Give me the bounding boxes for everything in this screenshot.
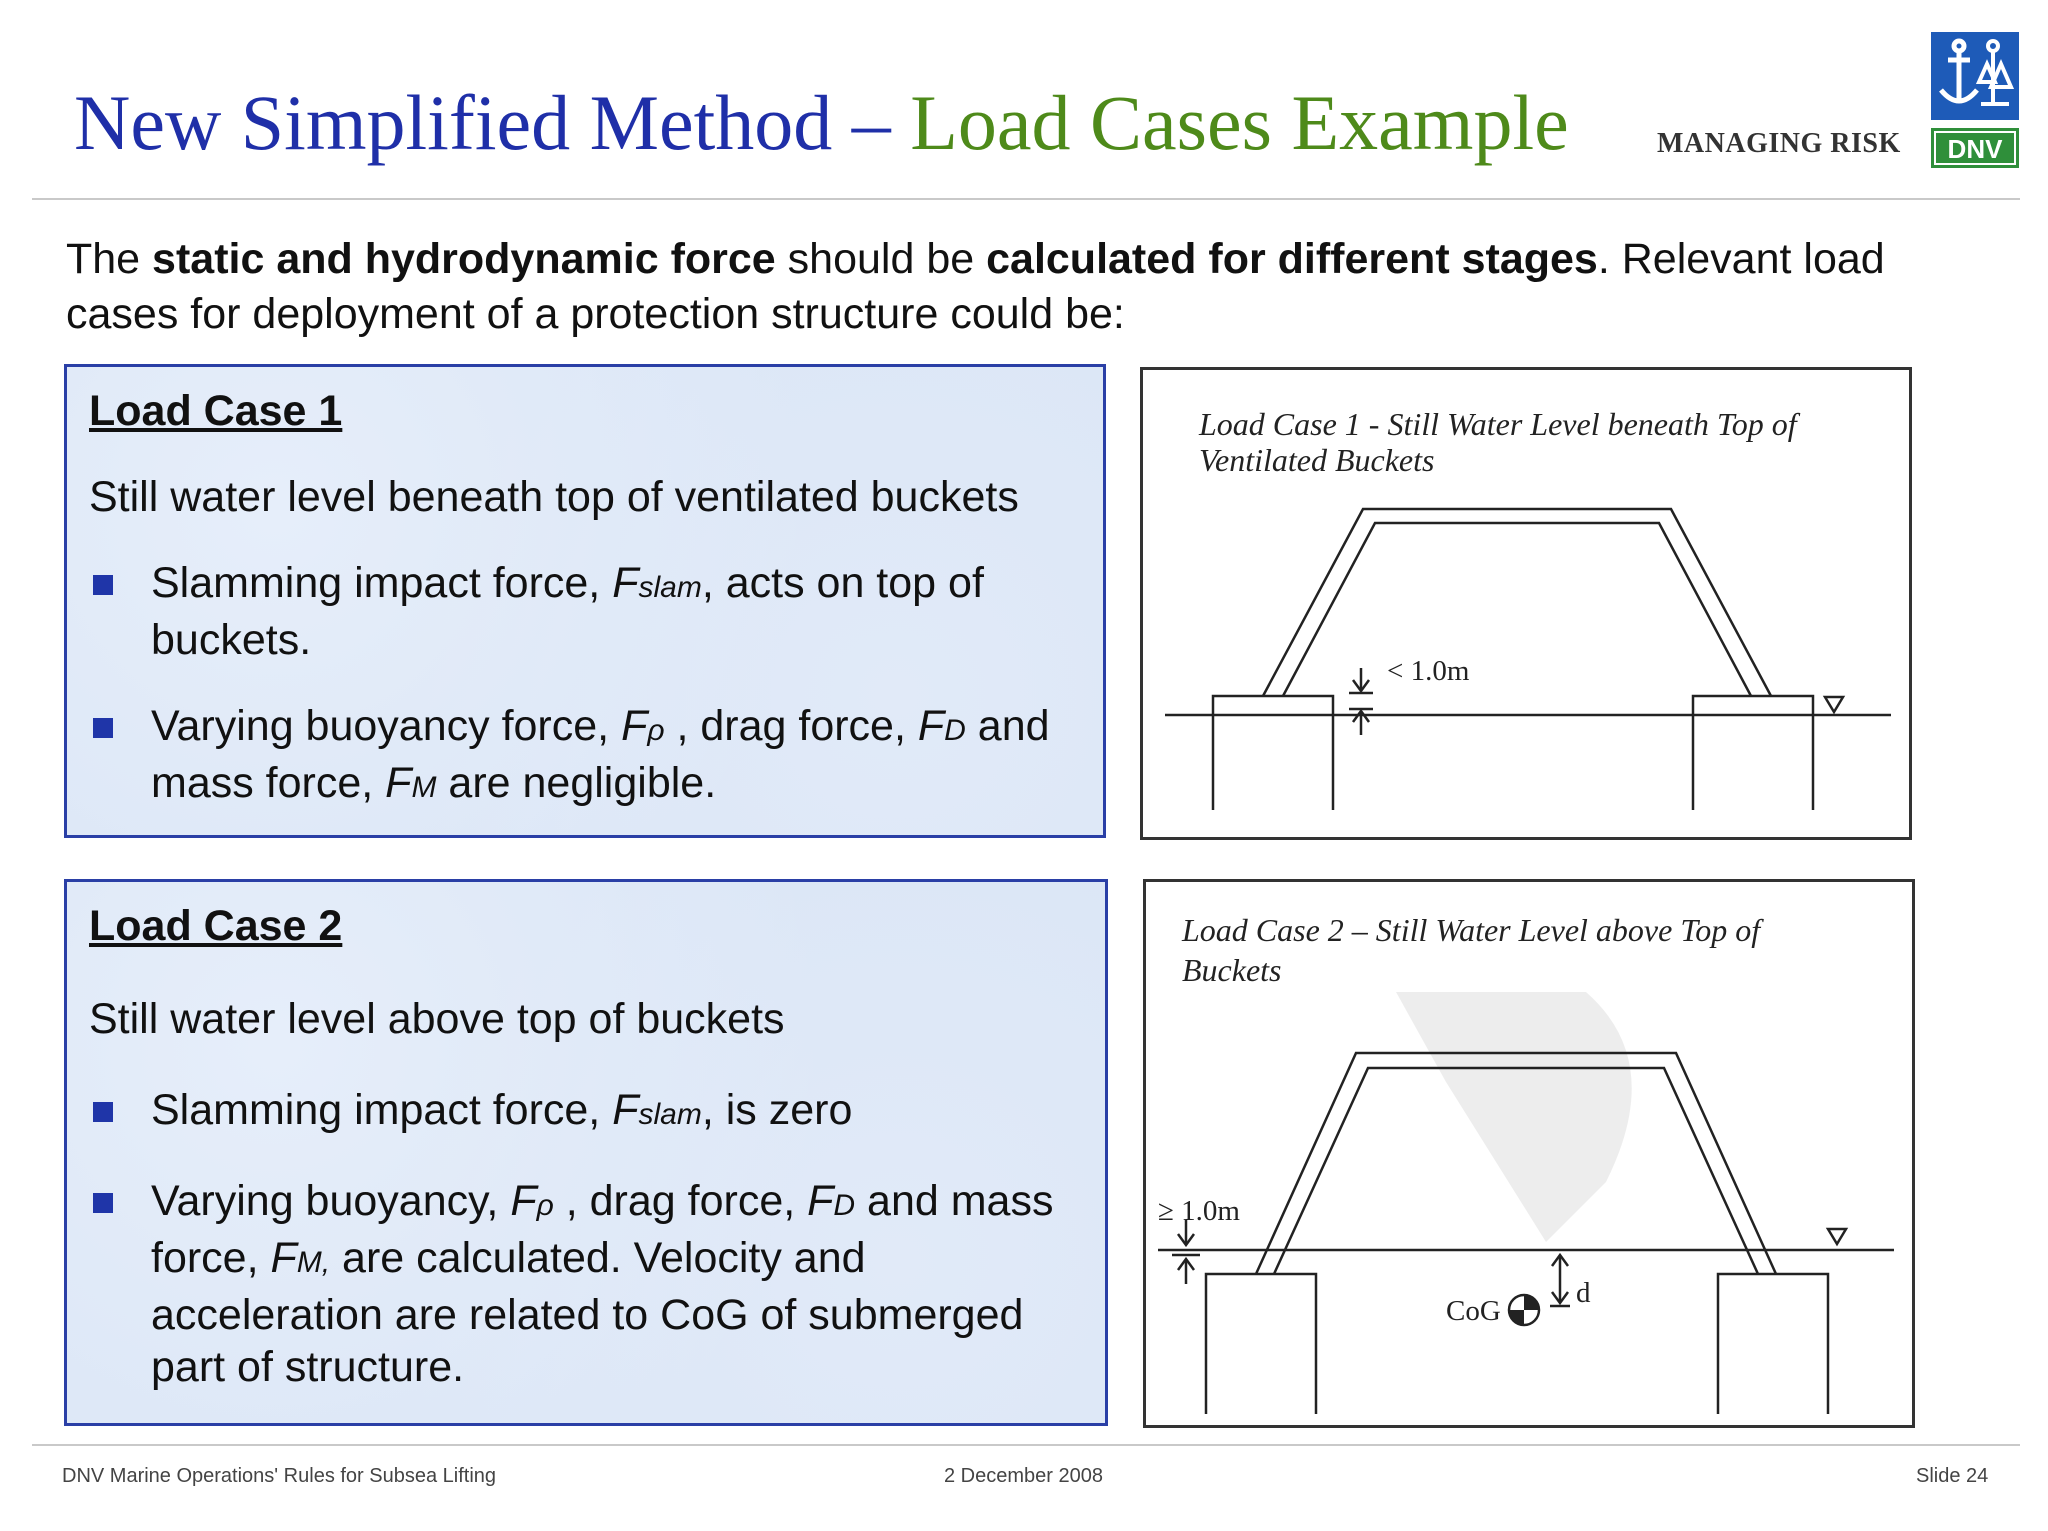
bullet-text: are negligible. <box>436 759 717 807</box>
bullet-text: , is zero <box>701 1086 853 1134</box>
footer-date: 2 December 2008 <box>944 1465 1103 1487</box>
force-subscript: D <box>944 714 966 747</box>
intro-text: The <box>66 235 153 283</box>
load-case-2-subtitle: Still water level above top of buckets <box>89 995 785 1043</box>
structure-inner-line <box>1283 523 1751 696</box>
tagline: MANAGING RISK <box>1657 128 1901 159</box>
load-case-2-heading: Load Case 2 <box>89 902 343 950</box>
load-case-2-box <box>64 879 1108 1426</box>
watermark-shape <box>1396 992 1632 1242</box>
slide-title <box>74 79 1569 166</box>
footer-divider <box>32 1444 2020 1446</box>
anchor-scales-logo-icon <box>1931 32 2019 168</box>
dimension-arrow-icon <box>1172 1220 1200 1284</box>
force-subscript: ρ <box>647 714 665 747</box>
force-letter: F <box>612 559 639 607</box>
load-case-2-bullet-1 <box>89 1084 1095 1141</box>
bullet-text: Slamming impact force, <box>151 559 613 607</box>
force-subscript: M <box>411 771 437 804</box>
intro-bold-text: calculated for different stages <box>986 235 1598 283</box>
force-letter: F <box>270 1234 297 1282</box>
force-letter: F <box>621 702 648 750</box>
figure-2-caption-line: Buckets <box>1182 952 1282 988</box>
water-level-triangle-icon <box>1828 1229 1846 1244</box>
force-symbol <box>510 1177 553 1225</box>
bucket-right <box>1693 696 1813 810</box>
bullet-text: and mass force, <box>151 1177 1054 1282</box>
force-symbol <box>612 559 702 607</box>
title-part-green: Load Cases Example <box>910 79 1569 166</box>
load-case-2-bullet-2 <box>89 1175 1095 1393</box>
force-letter: F <box>807 1177 834 1225</box>
load-case-2-diagram <box>1146 882 1912 1425</box>
force-subscript: M, <box>296 1246 331 1279</box>
header-divider <box>32 198 2020 200</box>
bucket-left <box>1213 696 1333 810</box>
force-symbol <box>807 1177 855 1225</box>
intro-paragraph <box>66 232 1986 342</box>
force-letter: F <box>385 759 412 807</box>
dnv-logo <box>1931 32 2019 168</box>
bullet-text: , acts on top of buckets. <box>151 559 984 664</box>
intro-text: . Relevant load cases for deployment of a protection structure could be: <box>66 235 1885 338</box>
intro-text: should be <box>775 235 987 283</box>
footer-slide-number: Slide 24 <box>1916 1465 1989 1487</box>
bullet-square-icon <box>93 718 113 738</box>
figure-1-caption-line: Ventilated Buckets <box>1199 442 1435 478</box>
force-symbol <box>612 1086 702 1134</box>
bullet-text: are calculated. Velocity and acceleration are related to CoG of submerged part of structure. <box>151 1234 1024 1391</box>
force-symbol <box>918 702 966 750</box>
load-case-1-heading: Load Case 1 <box>89 387 343 435</box>
figure-1-caption-line: Load Case 1 - Still Water Level beneath Top of <box>1199 406 1797 442</box>
force-subscript: ρ <box>536 1189 554 1222</box>
load-case-2-figure <box>1143 879 1915 1428</box>
cog-label: CoG <box>1446 1295 1501 1327</box>
load-case-1-bullet-1 <box>89 557 1093 666</box>
force-letter: F <box>510 1177 537 1225</box>
logo-text: DNV <box>1947 134 2003 164</box>
load-case-1-box <box>64 364 1106 838</box>
bullet-text: Varying buoyancy, <box>151 1177 511 1225</box>
bullet-text: Varying buoyancy force, <box>151 702 622 750</box>
load-case-1-bullet-2 <box>89 700 1093 814</box>
dimension-label: ≥ 1.0m <box>1158 1195 1240 1227</box>
dimension-arrow-icon <box>1349 668 1373 735</box>
load-case-1-figure <box>1140 367 1912 840</box>
title-part-blue: New Simplified Method – <box>74 79 911 166</box>
force-letter: F <box>612 1086 639 1134</box>
bullet-text: and mass force, <box>151 702 1050 807</box>
force-letter: F <box>917 702 945 750</box>
dimension-label: < 1.0m <box>1387 655 1470 687</box>
force-symbol <box>621 702 664 750</box>
bucket-left <box>1206 1274 1316 1414</box>
load-case-1-subtitle: Still water level beneath top of ventilated buckets <box>89 473 1019 521</box>
load-case-1-diagram <box>1143 370 1909 837</box>
d-dimension-arrow-icon <box>1550 1255 1570 1306</box>
force-symbol <box>271 1234 331 1282</box>
force-subscript: slam <box>638 571 702 604</box>
bucket-right <box>1718 1274 1828 1414</box>
bullet-square-icon <box>93 1102 113 1122</box>
cog-symbol-icon <box>1509 1295 1539 1325</box>
force-symbol <box>385 759 436 807</box>
bullet-text: , drag force, <box>664 702 918 750</box>
footer-left: DNV Marine Operations' Rules for Subsea Lifting <box>62 1465 497 1487</box>
bullet-text: Slamming impact force, <box>151 1086 613 1134</box>
bullet-square-icon <box>93 1193 113 1213</box>
bullet-text: , drag force, <box>553 1177 808 1225</box>
structure-outer-line <box>1263 509 1771 696</box>
force-subscript: D <box>833 1189 856 1222</box>
figure-2-caption-line: Load Case 2 – Still Water Level above Top of <box>1182 912 1761 948</box>
force-subscript: slam <box>638 1098 702 1131</box>
d-label: d <box>1576 1277 1591 1309</box>
bullet-square-icon <box>93 575 113 595</box>
intro-bold-text: static and hydrodynamic force <box>152 235 776 283</box>
water-level-triangle-icon <box>1825 697 1843 712</box>
